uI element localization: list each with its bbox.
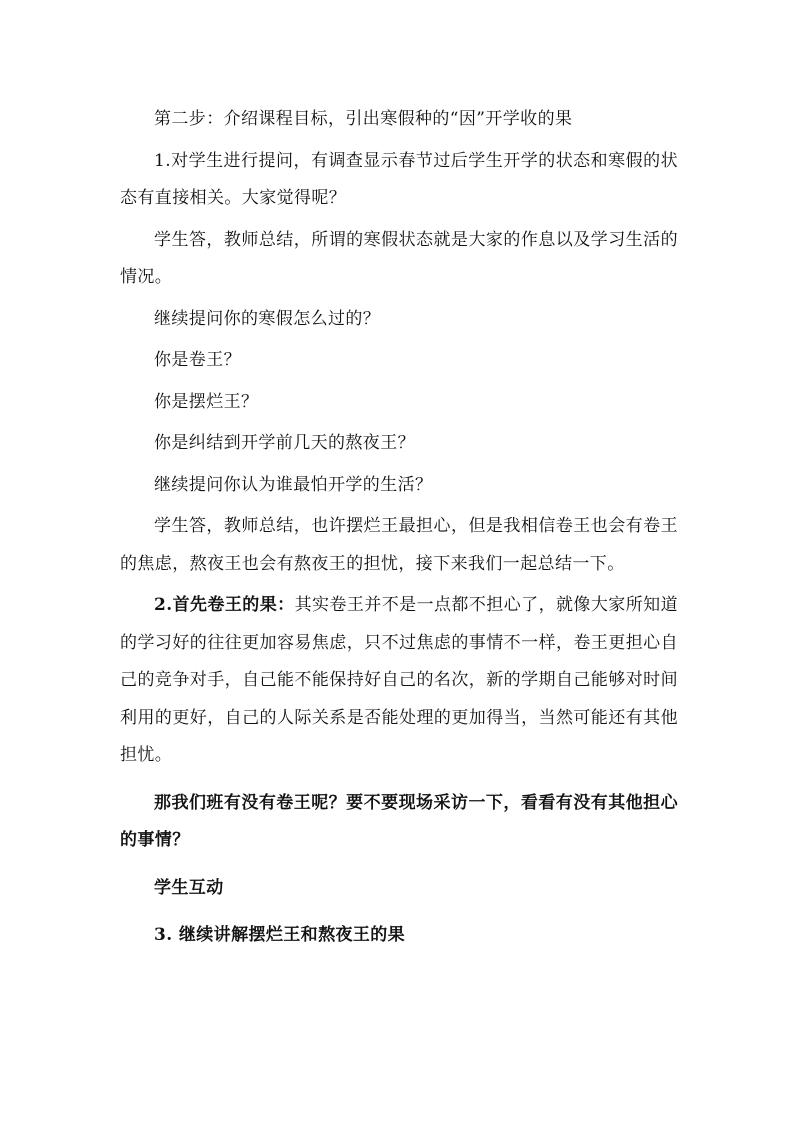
point-3-heading: 3. 继续讲解摆烂王和熬夜王的果 [154,925,406,945]
question-juanwang: 你是卷王？ [154,350,241,370]
point-2-label: 2.首先卷王的果： [154,595,295,615]
paragraph-teacher-summary-1: 学生答，教师总结，所谓的寒假状态就是大家的作息以及学习生活的情况。 [120,229,678,287]
student-interaction: 学生互动 [154,877,224,898]
paragraph-question-1: 1.对学生进行提问，有调查显示春节过后学生开学的状态和寒假的状态有直接相关。大家觉得呢？ [120,150,678,208]
interview-prompt: 那我们班有没有卷王呢？要不要现场采访一下，看看有没有其他担心的事情？ [120,792,678,850]
paragraph-teacher-summary-2: 学生答，教师总结，也许摆烂王最担心，但是我相信卷王也会有卷王的焦虑，熬夜王也会有熬夜王的担忧，接下来我们一起总结一下。 [120,516,678,574]
step-heading: 第二步：介绍课程目标，引出寒假种的“因”开学收的果 [154,109,573,129]
question-most-afraid: 继续提问你认为谁最怕开学的生活？ [154,474,433,495]
question-bailanwang: 你是摆烂王？ [154,391,259,412]
point-2-text: 其实卷王并不是一点都不担心了，就像大家所知道的学习好的往往更加容易焦虑，只不过焦虑的事情不一样，卷王更担心自己的竞争对手，自己能不能保持好自己的名次，新的学期自己能够对时间利用的更好，自己的人际关系是否能处理的更加得当，当然可能还有其他担忧。 [120,595,678,765]
document-body [120,101,678,955]
question-aoyewang: 你是纠结到开学前几天的熬夜王？ [154,433,415,453]
paragraph-point-2 [120,587,678,775]
question-intro: 继续提问你的寒假怎么过的？ [154,308,381,329]
